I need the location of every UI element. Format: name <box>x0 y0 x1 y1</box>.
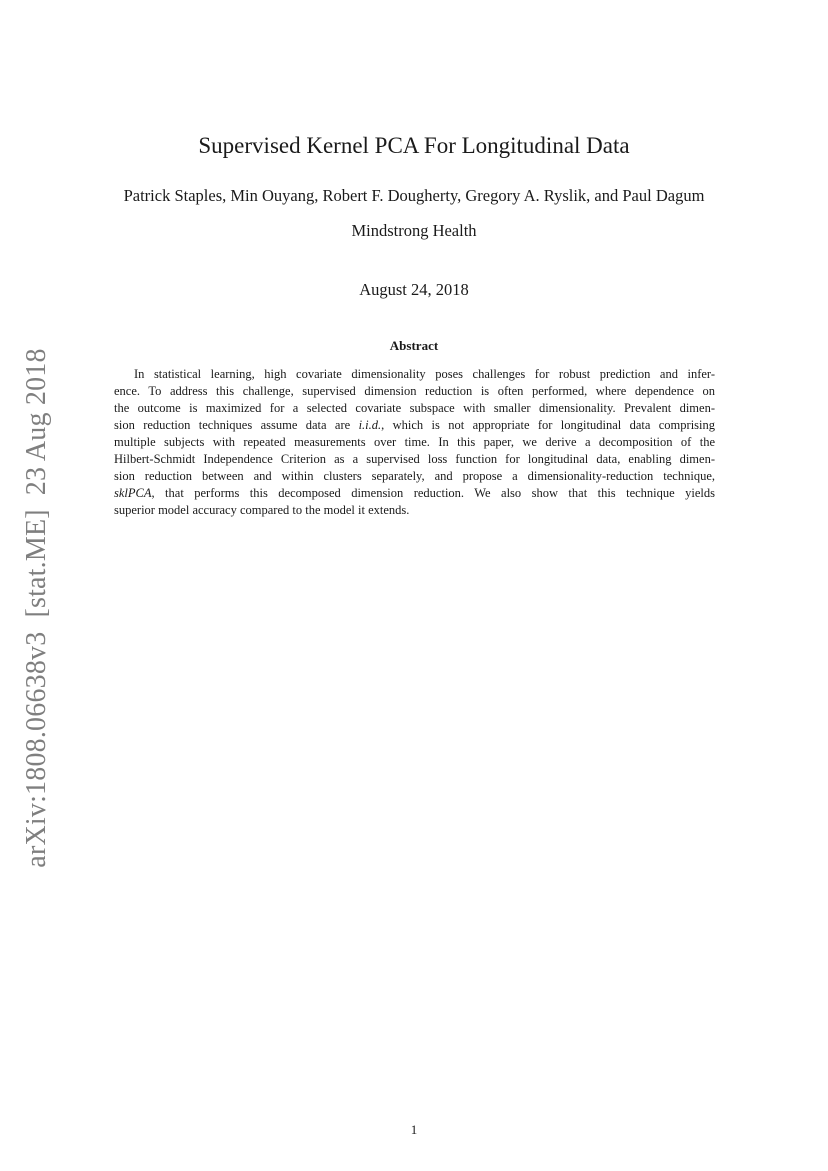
abstract-line: In statistical learning, high covariate dimensionality poses challenges for robust prediction and infer- <box>134 367 715 381</box>
abstract-line: multiple subjects with repeated measurements over time. In this paper, we derive a decomposition of the <box>114 435 715 449</box>
abstract-line: the outcome is maximized for a selected covariate subspace with smaller dimensionality. Prevalent dimen- <box>114 401 715 415</box>
arxiv-id-number: arXiv:1808.06638v3 <box>21 631 52 868</box>
abstract-line: Hilbert-Schmidt Independence Criterion as a supervised loss function for longitudinal data, enabling dimen- <box>114 452 715 466</box>
emphasized-term: i.i.d. <box>358 418 382 432</box>
author-list: Patrick Staples, Min Ouyang, Robert F. Dougherty, Gregory A. Ryslik, and Paul Dagum <box>123 186 705 205</box>
emphasized-term: sklPCA <box>114 486 152 500</box>
abstract-line: sion reduction between and within clusters separately, and propose a dimensionality-reduction technique, <box>114 469 715 483</box>
arxiv-date: 23 Aug 2018 <box>21 348 52 496</box>
paper-title: Supervised Kernel PCA For Longitudinal Data <box>198 133 630 158</box>
abstract-line: superior model accuracy compared to the model it extends. <box>114 503 410 517</box>
abstract-heading: Abstract <box>389 338 439 353</box>
page-number: 1 <box>410 1122 418 1137</box>
abstract-line: ence. To address this challenge, supervised dimension reduction is often performed, where dependence on <box>114 384 715 398</box>
arxiv-identifier <box>21 348 53 867</box>
abstract-body <box>114 366 715 519</box>
arxiv-category: [stat.ME] <box>21 509 52 618</box>
affiliation: Mindstrong Health <box>351 221 477 240</box>
paper-date: August 24, 2018 <box>359 280 469 299</box>
abstract-line: sklPCA, that performs this decomposed dimension reduction. We also show that this technique yields <box>114 486 715 500</box>
abstract-line: sion reduction techniques assume data are i.i.d., which is not appropriate for longitudinal data comprising <box>114 418 716 432</box>
